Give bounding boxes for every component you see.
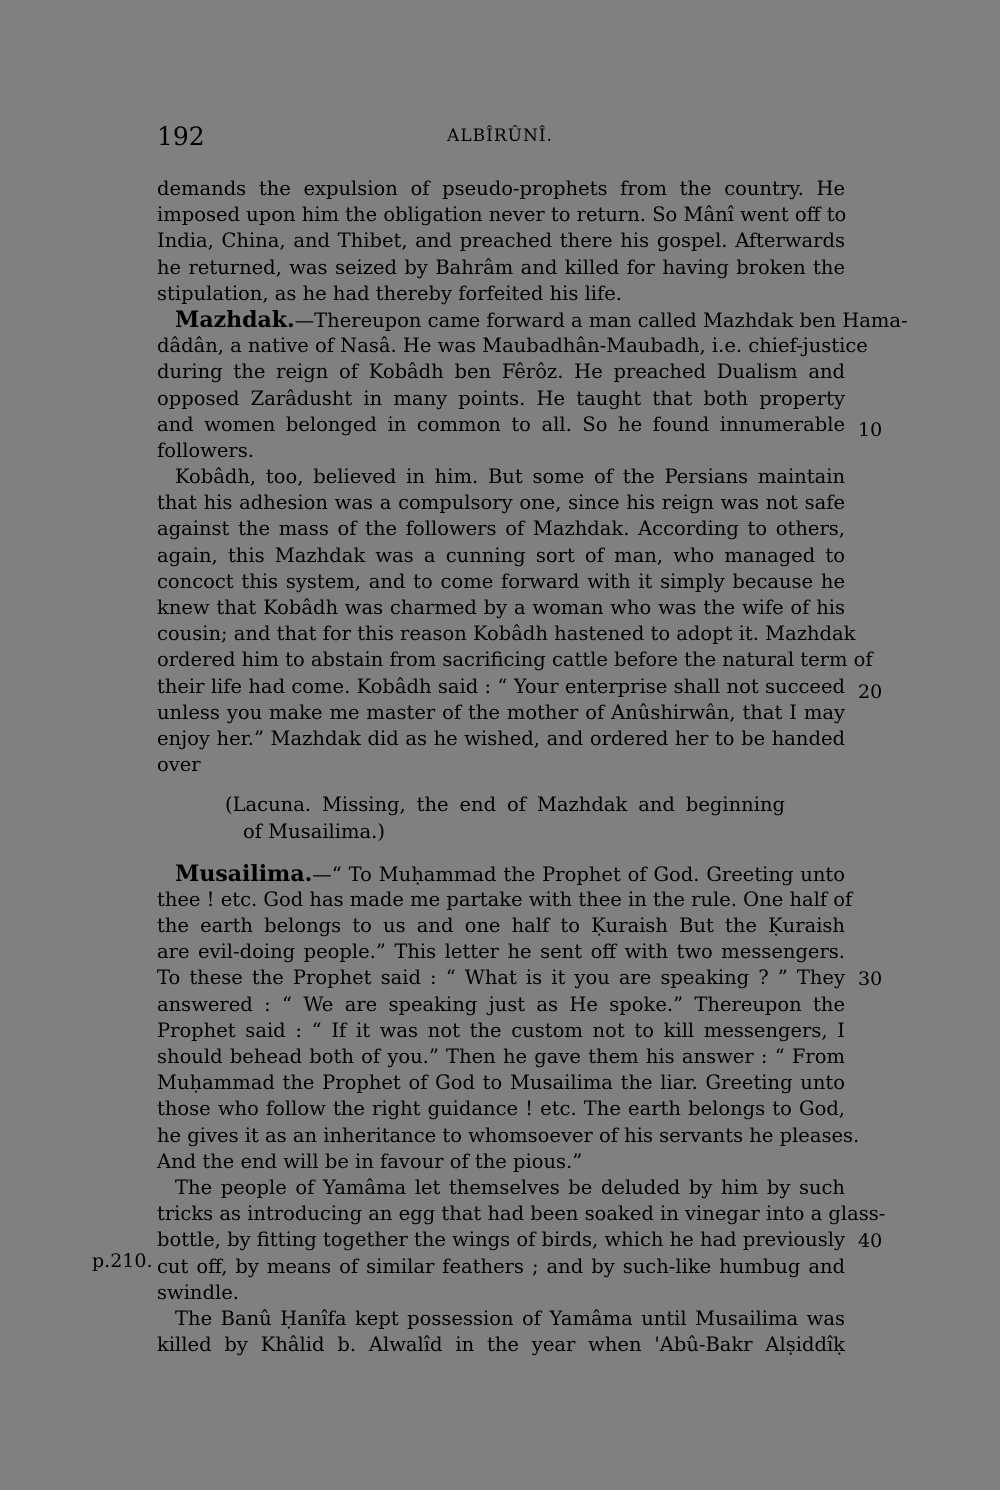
text-line: imposed upon him the obligation never to return. So Mânî went off to [157,203,847,227]
text-line: bottle, by fitting together the wings of birds, which he had previously [157,1228,845,1252]
text-line: concoct this system, and to come forward with it simply because he [157,569,845,593]
text-line: their life had come. Kobâdh said : “ Your enterprise shall not succeed [157,674,845,698]
text-line: answered : “ We are speaking just as He spoke.” Thereupon the [157,992,845,1016]
text-line: And the end will be in favour of the pious.” [157,1149,583,1173]
text-line: unless you make me master of the mother of Anûshirwân, that I may [157,700,845,724]
text-line [157,306,908,333]
section-heading-musailima: Musailima. [175,860,313,887]
line-number-40: 40 [858,1230,883,1252]
text-line: The people of Yamâma let themselves be deluded by him by such [175,1175,845,1199]
line-number-20: 20 [858,681,883,703]
page-number: 192 [157,122,205,151]
text-line: that his adhesion was a compulsory one, since his reign was not safe [157,491,845,515]
text-line: opposed Zarâdusht in many points. He taught that both property [157,386,845,410]
text-line: during the reign of Kobâdh ben Fêrôz. He preached Dualism and [157,360,845,384]
lacuna-note [225,792,785,844]
text-line: over [157,753,201,777]
text-line: (Lacuna. Missing, the end of Mazhdak and beginning [225,793,785,817]
text-line: The Banû Ḥanîfa kept possession of Yamâma until Musailima was [175,1306,845,1330]
text-line: the earth belongs to us and one half to Ḳuraish But the Ḳuraish [157,914,845,938]
text-line: To these the Prophet said : “ What is it you are speaking ? ” They [157,966,845,990]
text-line: enjoy her.” Mazhdak did as he wished, and ordered her to be handed [157,726,845,750]
text-line: dâdân, a native of Nasâ. He was Maubadhân-Maubadh, i.e. chief-justice [157,334,868,358]
section-heading-mazhdak: Mazhdak. [175,306,295,333]
text-line: should behead both of you.” Then he gave them his answer : “ From [157,1045,845,1068]
line-number-10: 10 [858,419,883,441]
text-line: demands the expulsion of pseudo-prophets from the country. He [157,177,845,200]
text-line: ordered him to abstain from sacrificing cattle before the natural term of [157,648,873,672]
text-line: swindle. [157,1280,239,1304]
paragraph-musailima [157,860,860,1175]
text-line: stipulation, as he had thereby forfeited his life. [157,281,623,305]
text-line: Prophet said : “ If it was not the custom not to kill messengers, I [157,1018,845,1042]
text-line: Kobâdh, too, believed in him. But some of the Persians maintain [175,465,845,489]
text-line: he gives it as an inheritance to whomsoever of his servants he pleases. [157,1123,860,1147]
text-line: against the mass of the followers of Mazhdak. According to others, [157,517,845,541]
text-line: followers. [157,438,254,462]
text-line: killed by Khâlid b. Alwalîd in the year when 'Abû-Bakr Alṣiddîḳ [157,1333,845,1357]
text-line: of Musailima.) [243,819,385,843]
text-line-rest: —Thereupon came forward a man called Mazhdak ben Hama- [294,308,908,332]
line-number-30: 30 [858,968,883,990]
paragraph-banu-hanifa [157,1306,845,1358]
text-line: those who follow the right guidance ! etc. The earth belongs to God, [157,1097,845,1121]
text-line: and women belonged in common to all. So he found innumerable [157,412,845,436]
text-line: thee ! etc. God has made me partake with thee in the rule. One half of [157,887,853,911]
text-line [157,861,845,887]
paragraph-mani [157,176,845,307]
text-line: Muḥammad the Prophet of God to Musailima the liar. Greeting unto [157,1071,845,1095]
text-line: again, this Mazhdak was a cunning sort of man, who managed to [157,543,845,567]
text-line: cut off, by means of similar feathers ; and by such-like humbug and [157,1254,845,1278]
text-line: cousin; and that for this reason Kobâdh hastened to adopt it. Mazhdak [157,622,856,646]
running-title: ALBÎRÛNÎ. [447,126,553,146]
original-page-reference: p.210. [92,1250,153,1272]
text-line: knew that Kobâdh was charmed by a woman who was the wife of his [157,596,845,619]
text-line: he returned, was seized by Bahrâm and killed for having broken the [157,255,845,279]
text-line: tricks as introducing an egg that had been soaked in vinegar into a glass- [157,1202,886,1226]
text-line: are evil-doing people.” This letter he sent off with two messengers. [157,940,845,964]
text-line-rest: —“ To Muḥammad the Prophet of God. Greeting unto [312,862,845,886]
text-line: India, China, and Thibet, and preached there his gospel. Afterwards [157,229,845,253]
